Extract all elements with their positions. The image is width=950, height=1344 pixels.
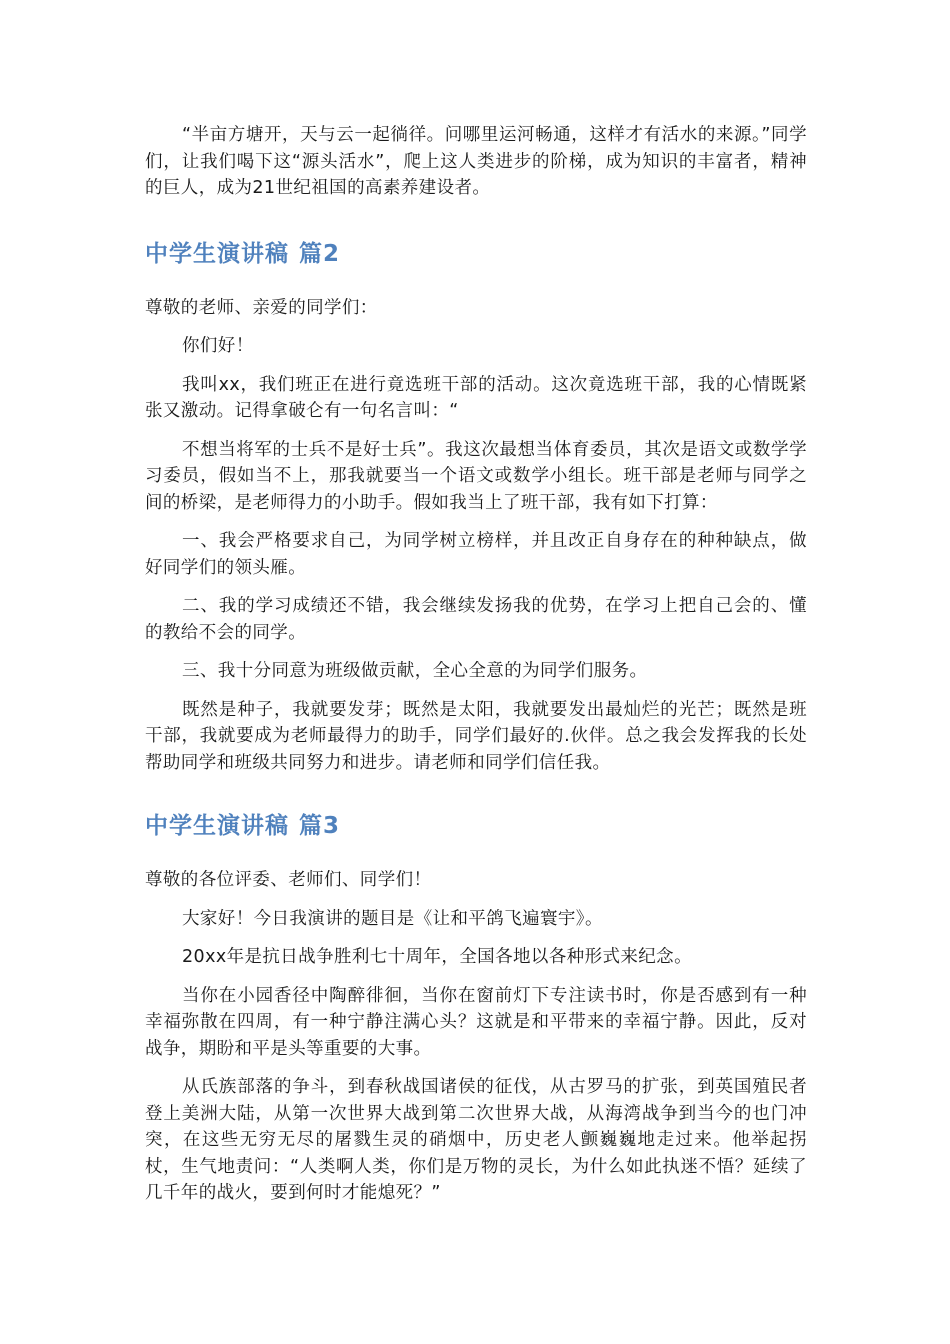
document-body bbox=[145, 122, 807, 1207]
paragraph: 三、我十分同意为班级做贡献，全心全意的为同学们服务。 bbox=[182, 661, 648, 681]
paragraph: 我叫xx，我们班正在进行竟选班干部的活动。这次竟选班干部，我的心情既紧张又激动。记得拿破仑有一句名言叫：“ bbox=[145, 374, 807, 421]
paragraph: 当你在小园香径中陶醉徘徊，当你在窗前灯下专注读书时，你是否感到有一种幸福弥散在四周，有一种宁静注满心头？这就是和平带来的幸福宁静。因此，反对战争，期盼和平是头等重要的大事。 bbox=[145, 985, 807, 1059]
paragraph: 大家好！今日我演讲的题目是《让和平鸽飞遍寰宇》。 bbox=[182, 908, 603, 929]
paragraph: 20xx年是抗日战争胜利七十周年，全国各地以各种形式来纪念。 bbox=[182, 947, 692, 967]
paragraph: 一、我会严格要求自己，为同学树立榜样，并且改正自身存在的种种缺点，做好同学们的领头雁。 bbox=[145, 531, 807, 578]
salutation: 尊敬的各位评委、老师们、同学们！ bbox=[145, 870, 432, 890]
heading-title: 中学生演讲稿 bbox=[145, 813, 289, 839]
section-heading-3 bbox=[145, 810, 807, 842]
paragraph: “半亩方塘开，天与云一起徜徉。问哪里运河畅通，这样才有活水的来源。”同学们，让我们喝下这“源头活水”，爬上这人类进步的阶梯，成为知识的丰富者，精神的巨人，成为21世纪祖国的高素养建设者。 bbox=[145, 125, 807, 198]
paragraph: 不想当将军的士兵不是好士兵”。我这次最想当体育委员，其次是语文或数学学习委员，假如当不上，那我就要当一个语文或数学小组长。班干部是老师与同学之间的桥梁，是老师得力的小助手。假如我当上了班干部，我有如下打算： bbox=[145, 439, 807, 513]
paragraph: 二、我的学习成绩还不错，我会继续发扬我的优势，在学习上把自己会的、懂的教给不会的同学。 bbox=[145, 596, 807, 643]
salutation: 尊敬的老师、亲爱的同学们： bbox=[145, 297, 378, 318]
paragraph: 从氏族部落的争斗，到春秋战国诸侯的征伐，从古罗马的扩张，到英国殖民者登上美洲大陆，从第一次世界大战到第二次世界大战，从海湾战争到当今的也门冲突，在这些无穷无尽的屠戮生灵的硝烟中，历史老人颤巍巍地走过来。他举起拐杖，生气地责问：“人类啊人类，你们是万物的灵长，为什么如此执迷不悟？延续了几千年的战火，要到何时才能熄死？” bbox=[145, 1077, 807, 1203]
section-heading-2 bbox=[145, 238, 807, 270]
paragraph: 既然是种子，我就要发芽；既然是太阳，我就要发出最灿烂的光芒；既然是班干部，我就要成为老师最得力的助手，同学们最好的.伙伴。总之我会发挥我的长处帮助同学和班级共同努力和进步。请老师和同学们信任我。 bbox=[145, 699, 807, 773]
heading-number: 篇3 bbox=[299, 813, 341, 839]
heading-title: 中学生演讲稿 bbox=[145, 240, 289, 267]
heading-number: 篇2 bbox=[299, 240, 341, 267]
paragraph: 你们好！ bbox=[182, 336, 254, 356]
